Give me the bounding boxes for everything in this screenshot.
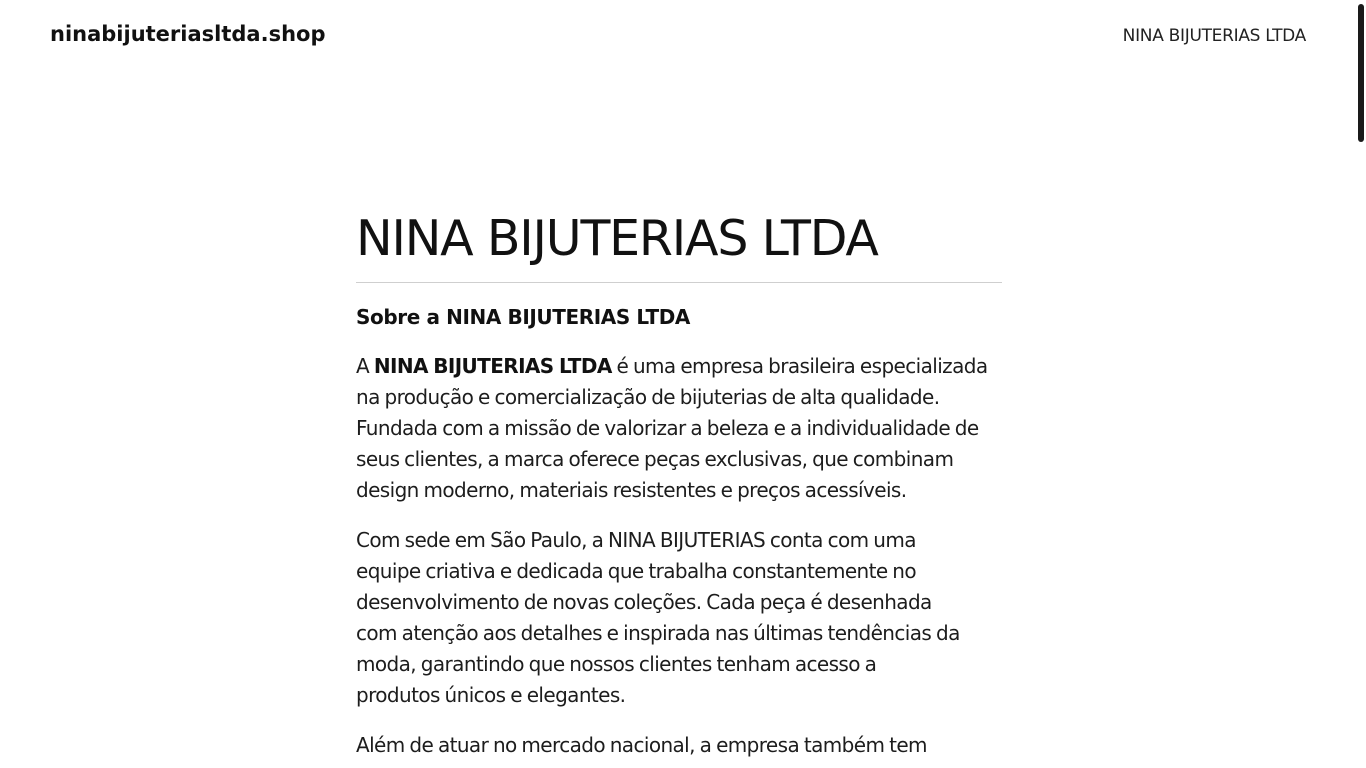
- company-name-bold: NINA BIJUTERIAS LTDA: [373, 354, 612, 378]
- paragraph-line: desenvolvimento de novas coleções. Cada peça é desenhada: [356, 590, 932, 614]
- paragraph-line: Fundada com a missão de valorizar a beleza e a individualidade de: [356, 416, 979, 440]
- paragraph-line: produtos únicos e elegantes.: [356, 683, 626, 707]
- paragraph-team: [356, 525, 1002, 711]
- site-name-link[interactable]: ninabijuteriasltda.shop: [50, 22, 326, 46]
- site-header: [0, 0, 1356, 70]
- paragraph-market: [356, 730, 1002, 761]
- section-title: Sobre a NINA BIJUTERIAS LTDA: [356, 305, 690, 329]
- paragraph-line: equipe criativa e dedicada que trabalha constantemente no: [356, 559, 917, 583]
- paragraph-about: [356, 351, 1002, 506]
- nav-link-company[interactable]: NINA BIJUTERIAS LTDA: [1122, 26, 1306, 46]
- paragraph-text: é uma empresa brasileira especializada: [611, 354, 988, 378]
- paragraph-line: seus clientes, a marca oferece peças exclusivas, que combinam: [356, 447, 954, 471]
- paragraph-line: Com sede em São Paulo, a NINA BIJUTERIAS conta com uma: [356, 528, 916, 552]
- main-content: [356, 208, 1002, 761]
- scrollbar-thumb[interactable]: [1358, 4, 1364, 142]
- paragraph-line: [356, 351, 1002, 382]
- paragraph-line: com atenção aos detalhes e inspirada nas últimas tendências da: [356, 621, 960, 645]
- paragraph-line: Além de atuar no mercado nacional, a empresa também tem: [356, 733, 927, 757]
- paragraph-text: A: [356, 354, 374, 378]
- page-title: NINA BIJUTERIAS LTDA: [356, 210, 878, 267]
- paragraph-line: design moderno, materiais resistentes e preços acessíveis.: [356, 478, 907, 502]
- paragraph-line: moda, garantindo que nossos clientes tenham acesso a: [356, 652, 877, 676]
- title-divider: [356, 282, 1002, 283]
- paragraph-line: na produção e comercialização de bijuterias de alta qualidade.: [356, 385, 940, 409]
